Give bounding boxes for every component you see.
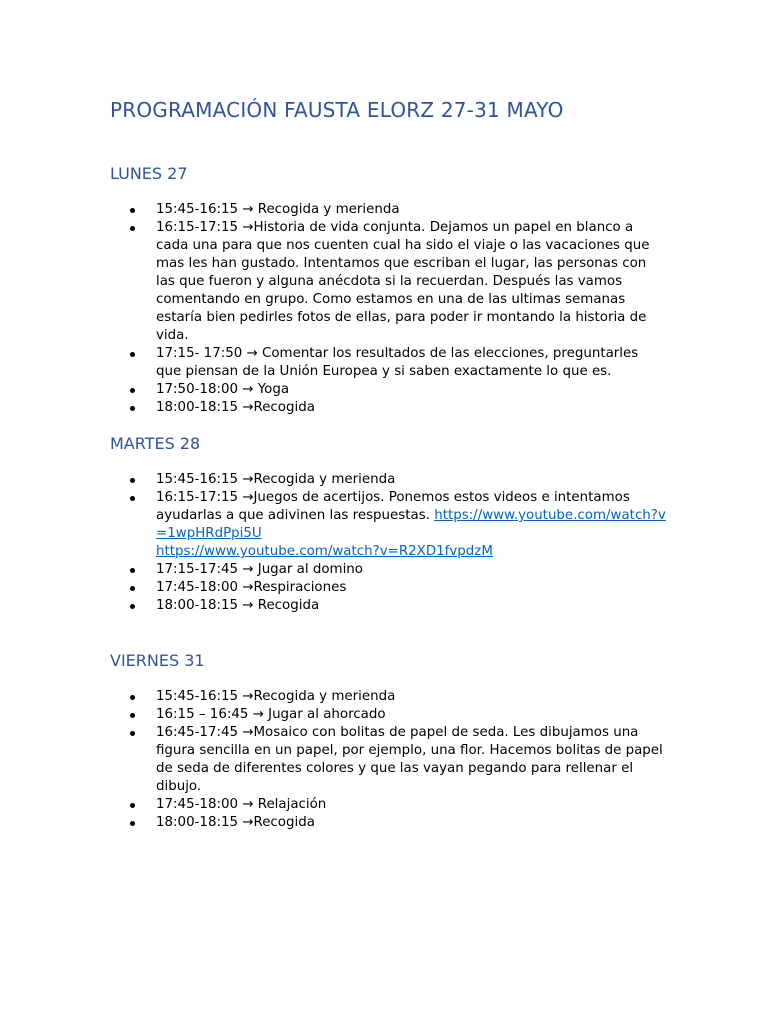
bullet-icon [130,604,135,609]
bullet-icon [130,586,135,591]
list-item-text: 17:45-18:00 → Relajación [156,797,327,812]
list-item-text: 18:00-18:15 →Recogida [156,815,315,830]
bullet-icon [130,352,135,357]
list-item [0,706,666,724]
list-item-text: 17:15-17:45 → Jugar al domino [156,562,363,577]
bullet-icon [130,731,135,736]
day-heading-viernes: VIERNES 31 [110,651,205,670]
list-item-text: 17:15- 17:50 → Comentar los resultados de las elecciones, preguntarles que piensan de la Unión Europea y si saben exactamente lo que es. [156,346,639,379]
day-heading-martes: MARTES 28 [110,434,201,453]
list-item-text: 18:00-18:15 → Recogida [156,598,320,613]
list-item [0,489,666,561]
list-item-text: 17:45-18:00 →Respiraciones [156,580,347,595]
bullet-icon [130,208,135,213]
list-item-text: 16:15-17:15 →Historia de vida conjunta. Dejamos un papel en blanco a cada una para que nos cuenten cual ha sido el viaje o las vacaciones que mas les han gustado. Intentamos que escriban el lugar, las personas con las que fueron y alguna anécdota si la recuerdan. Después las vamos comentando en grupo. Como estamos en una de las ultimas semanas estaría bien pedirles fotos de ellas, para poder ir montando la historia de vida. [156,220,650,343]
list-item-text: 16:15-17:15 →Juegos de acertijos. Ponemos estos videos e intentamos ayudarlas a que adivinen las respuestas. [156,490,630,523]
list-item-text: 16:15 – 16:45 → Jugar al ahorcado [156,707,386,722]
list-item-text: 15:45-16:15 →Recogida y merienda [156,472,396,487]
list-item [0,201,666,219]
list-item-text: 15:45-16:15 → Recogida y merienda [156,202,400,217]
list-item [0,471,666,489]
list-item [0,796,666,814]
bullet-icon [130,388,135,393]
day-list-lunes [0,201,768,417]
bullet-icon [130,406,135,411]
list-item-text: 18:00-18:15 →Recogida [156,400,315,415]
list-item [0,724,666,796]
list-item [0,399,666,417]
bullet-icon [130,496,135,501]
bullet-icon [130,568,135,573]
youtube-link-2[interactable]: https://www.youtube.com/watch?v=R2XD1fvpdzM [156,544,493,559]
bullet-icon [130,821,135,826]
list-item [0,814,666,832]
list-item [0,579,666,597]
list-item-text: 16:45-17:45 →Mosaico con bolitas de papel de seda. Les dibujamos una figura sencilla en un papel, por ejemplo, una flor. Hacemos bolitas de papel de seda de diferentes colores y que las vayan pegando para rellenar el dibujo. [156,725,663,794]
day-list-viernes [0,688,768,832]
document-title: PROGRAMACIÓN FAUSTA ELORZ 27-31 MAYO [110,98,564,122]
bullet-icon [130,226,135,231]
youtube-link-1[interactable]: https://www.youtube.com/watch?v=1wpHRdPpi5U [156,508,666,541]
list-item [0,688,666,706]
bullet-icon [130,695,135,700]
bullet-icon [130,478,135,483]
list-item [0,561,666,579]
day-heading-lunes: LUNES 27 [110,164,188,183]
bullet-icon [130,713,135,718]
list-item [0,381,666,399]
day-list-martes [0,471,768,615]
list-item-text: 17:50-18:00 → Yoga [156,382,290,397]
list-item [0,345,666,381]
list-item [0,597,666,615]
list-item [0,219,666,345]
bullet-icon [130,803,135,808]
list-item-text: 15:45-16:15 →Recogida y merienda [156,689,396,704]
